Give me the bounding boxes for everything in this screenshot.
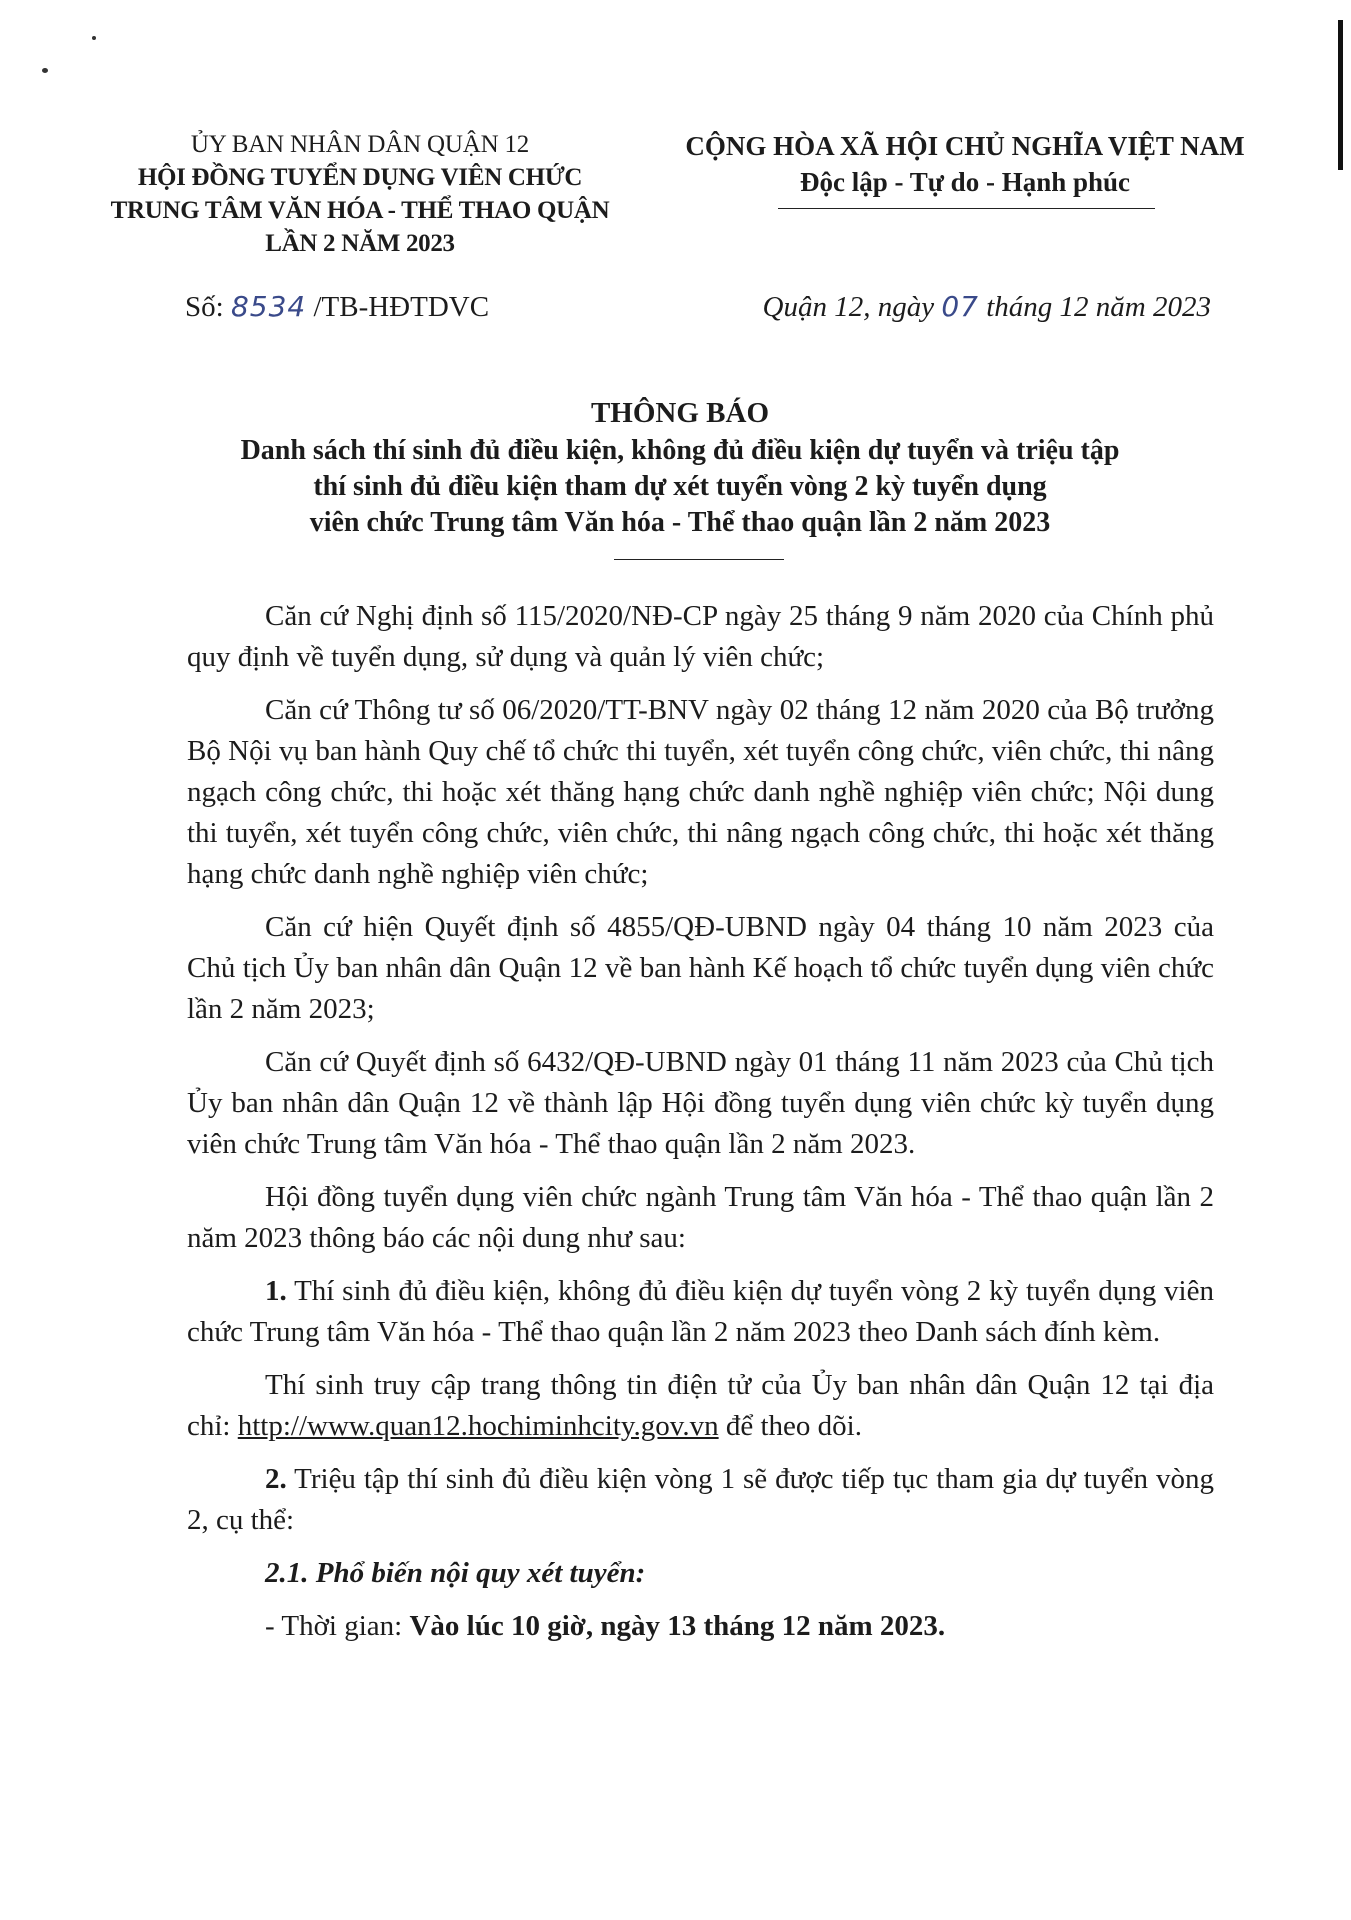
paragraph-time: - Thời gian: Vào lúc 10 giờ, ngày 13 tháng 12 năm 2023. xyxy=(265,1610,946,1642)
handwritten-day: 07 xyxy=(941,290,979,323)
authority-line-3: TRUNG TÂM VĂN HÓA - THỂ THAO QUẬN xyxy=(110,197,610,224)
motto: Độc lập - Tự do - Hạnh phúc xyxy=(799,167,1131,197)
paragraph-legal-basis-3: Căn cứ hiện Quyết định số 4855/QĐ-UBND ngày 04 tháng 10 năm 2023 của Chủ tịch Ủy ban nhân dân Quận 12 về ban hành Kế hoạch tổ chức tuyển dụng viên chức lần 2 năm 2023; xyxy=(187,911,1214,1025)
country-name: CỘNG HÒA XÃ HỘI CHỦ NGHĨA VIỆT NAM xyxy=(685,131,1245,161)
document-number: Số: 8534 /TB-HĐTDVC xyxy=(185,290,490,323)
paragraph-legal-basis-4: Căn cứ Quyết định số 6432/QĐ-UBND ngày 01 tháng 11 năm 2023 của Chủ tịch Ủy ban nhân dân Quận 12 về thành lập Hội đồng tuyển dụng viên chức kỳ tuyển dụng viên chức Trung tâm Văn hóa - Thể thao quận lần 2 năm 2023. xyxy=(187,1046,1214,1160)
authority-line-1: ỦY BAN NHÂN DÂN QUẬN 12 xyxy=(190,131,530,158)
authority-line-2: HỘI ĐỒNG TUYỂN DỤNG VIÊN CHỨC xyxy=(137,164,583,191)
title-sub-1: Danh sách thí sinh đủ điều kiện, không đủ điều kiện dự tuyển và triệu tập xyxy=(240,435,1120,466)
scan-speck xyxy=(92,36,96,40)
title-sub-3: viên chức Trung tâm Văn hóa - Thể thao quận lần 2 năm 2023 xyxy=(309,507,1051,538)
scan-speck xyxy=(42,68,48,73)
paragraph-legal-basis-1: Căn cứ Nghị định số 115/2020/NĐ-CP ngày 25 tháng 9 năm 2020 của Chính phủ quy định về tuyển dụng, sử dụng và quản lý viên chức; xyxy=(187,600,1214,673)
paragraph-legal-basis-2: Căn cứ Thông tư số 06/2020/TT-BNV ngày 02 tháng 12 năm 2020 của Bộ trưởng Bộ Nội vụ ban hành Quy chế tổ chức thi tuyển, xét tuyển công chức, viên chức, thi nâng ngạch công chức, thi hoặc xét thăng hạng chức danh nghề nghiệp viên chức; Nội dung thi tuyển, xét tuyển công chức, viên chức, thi nâng ngạch công chức, thi hoặc xét thăng hạng chức danh nghề nghiệp viên chức; xyxy=(187,694,1214,890)
title-main: THÔNG BÁO xyxy=(590,397,770,429)
website-link[interactable]: http://www.quan12.hochiminhcity.gov.vn xyxy=(237,1410,719,1442)
authority-line-4: LẦN 2 NĂM 2023 xyxy=(265,230,455,257)
title-underline xyxy=(614,559,784,560)
date-line: Quận 12, ngày 07 tháng 12 năm 2023 xyxy=(762,290,1211,323)
document-title xyxy=(140,395,1220,541)
paragraph-announcement-intro: Hội đồng tuyển dụng viên chức ngành Trung tâm Văn hóa - Thể thao quận lần 2 năm 2023 thông báo các nội dung như sau: xyxy=(187,1181,1214,1254)
subheading-2-1: 2.1. Phổ biến nội quy xét tuyển: xyxy=(265,1557,646,1589)
national-motto-header xyxy=(660,128,1270,200)
scan-edge-mark xyxy=(1338,20,1343,170)
handwritten-number: 8534 xyxy=(230,290,307,323)
paragraph-item-1: 1. Thí sinh đủ điều kiện, không đủ điều kiện dự tuyển vòng 2 kỳ tuyển dụng viên chức Trung tâm Văn hóa - Thể thao quận lần 2 năm 2023 theo Danh sách đính kèm. xyxy=(187,1275,1214,1348)
document-body xyxy=(187,596,1214,1659)
title-sub-2: thí sinh đủ điều kiện tham dự xét tuyển vòng 2 kỳ tuyển dụng xyxy=(313,471,1047,502)
paragraph-item-2: 2. Triệu tập thí sinh đủ điều kiện vòng 1 sẽ được tiếp tục tham gia dự tuyển vòng 2, cụ thể: xyxy=(187,1463,1214,1536)
motto-underline xyxy=(778,208,1155,209)
paragraph-website: Thí sinh truy cập trang thông tin điện tử của Ủy ban nhân dân Quận 12 tại địa chỉ: http://www.quan12.hochiminhcity.gov.vn để theo dõi. xyxy=(187,1369,1214,1442)
issuing-authority-header xyxy=(60,128,660,260)
